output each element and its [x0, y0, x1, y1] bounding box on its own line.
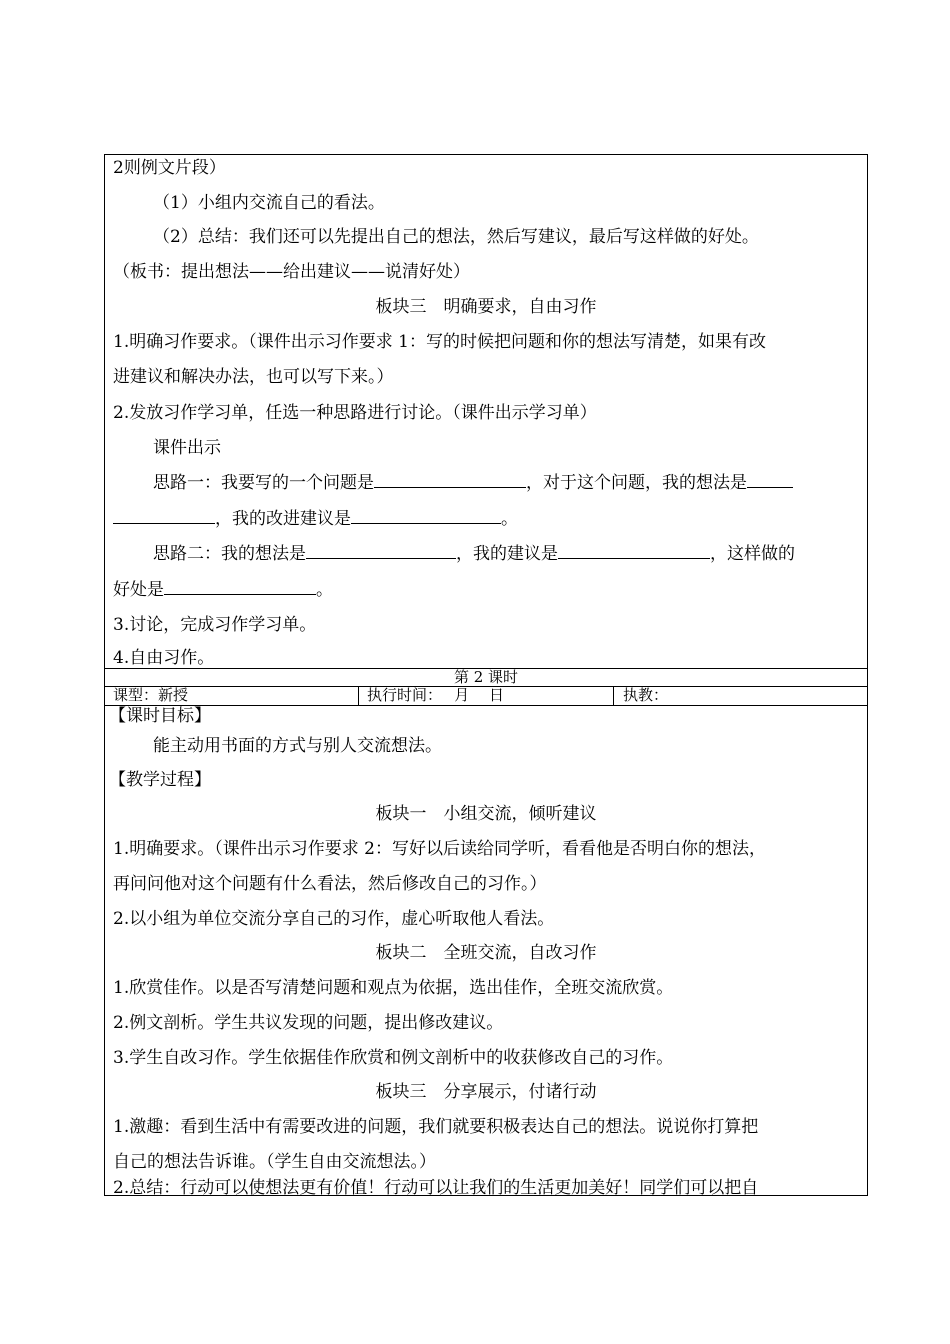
text-line: 3.学生自改习作。学生依据佳作欣赏和例文剖析中的收获修改自己的习作。 — [113, 1048, 674, 1068]
worksheet-text: ，这样做的 — [710, 544, 795, 564]
worksheet-text: 。 — [316, 580, 333, 600]
table-divider — [105, 705, 867, 706]
text-line: 1.欣赏佳作。以是否写清楚问题和观点为依据，选出佳作，全班交流欣赏。 — [113, 978, 674, 998]
fill-blank — [164, 579, 316, 595]
fill-blank — [351, 508, 501, 524]
lesson-type: 课型：新授 — [113, 686, 189, 704]
worksheet-line-2 — [113, 508, 518, 530]
text-line: 3.讨论，完成习作学习单。 — [113, 615, 317, 635]
fill-blank — [306, 543, 456, 559]
goal-heading: 【课时目标】 — [109, 706, 211, 726]
text-line: 2.以小组为单位交流分享自己的习作，虚心听取他人看法。 — [113, 909, 555, 929]
worksheet-line-4 — [113, 579, 333, 601]
text-line: 1.激趣：看到生活中有需要改进的问题，我们就要积极表达自己的想法。说说你打算把 — [113, 1117, 759, 1137]
worksheet-text: 思路二：我的想法是 — [153, 544, 306, 564]
teacher-label: 执教： — [623, 686, 669, 704]
worksheet-line-3 — [153, 543, 795, 565]
worksheet-text: ，我的改进建议是 — [215, 509, 351, 529]
text-line: 2.例文剖析。学生共议发现的问题，提出修改建议。 — [113, 1013, 504, 1033]
fill-blank — [747, 472, 793, 488]
text-line: 2则例文片段） — [113, 158, 226, 178]
lesson-plan-table — [104, 154, 868, 1196]
text-line: 再问问他对这个问题有什么看法，然后修改自己的习作。） — [113, 874, 547, 894]
section-title: 板块三 明确要求，自由习作 — [375, 297, 597, 317]
text-line: （2）总结：我们还可以先提出自己的想法，然后写建议，最后写这样做的好处。 — [153, 227, 759, 247]
table-column-divider — [613, 687, 614, 706]
execution-time: 执行时间： 月 日 — [367, 686, 505, 704]
fill-blank — [113, 508, 215, 524]
worksheet-text: 思路一：我要写的一个问题是 — [153, 473, 374, 493]
lesson-2-title: 第 2 课时 — [453, 668, 519, 686]
table-column-divider — [358, 687, 359, 706]
text-line: 课件出示 — [153, 438, 221, 458]
text-line: 2.发放习作学习单，任选一种思路进行讨论。（课件出示学习单） — [113, 403, 597, 423]
section-title: 板块三 分享展示，付诸行动 — [375, 1082, 597, 1102]
fill-blank — [374, 472, 526, 488]
blackboard-note: （板书：提出想法——给出建议——说清好处） — [113, 262, 470, 282]
text-line: 1.明确要求。（课件出示习作要求 2：写好以后读给同学听，看看他是否明白你的想法， — [113, 839, 766, 859]
fill-blank — [558, 543, 710, 559]
worksheet-text: ，对于这个问题，我的想法是 — [526, 473, 747, 493]
text-line: （1）小组内交流自己的看法。 — [153, 193, 385, 213]
worksheet-text: 好处是 — [113, 580, 164, 600]
text-line: 进建议和解决办法，也可以写下来。） — [113, 367, 394, 387]
text-line: 1.明确习作要求。（课件出示习作要求 1：写的时候把问题和你的想法写清楚，如果有改 — [113, 332, 766, 352]
process-heading: 【教学过程】 — [109, 770, 211, 790]
text-line: 能主动用书面的方式与别人交流想法。 — [153, 736, 442, 756]
worksheet-text: ，我的建议是 — [456, 544, 558, 564]
worksheet-text: 。 — [501, 509, 518, 529]
section-title: 板块一 小组交流，倾听建议 — [375, 804, 597, 824]
section-title: 板块二 全班交流，自改习作 — [375, 943, 597, 963]
text-line: 4.自由习作。 — [113, 648, 215, 668]
text-line: 自己的想法告诉谁。（学生自由交流想法。） — [113, 1152, 436, 1172]
text-line: 2.总结：行动可以使想法更有价值！行动可以让我们的生活更加美好！同学们可以把自 — [113, 1178, 759, 1198]
worksheet-line-1 — [153, 472, 793, 494]
